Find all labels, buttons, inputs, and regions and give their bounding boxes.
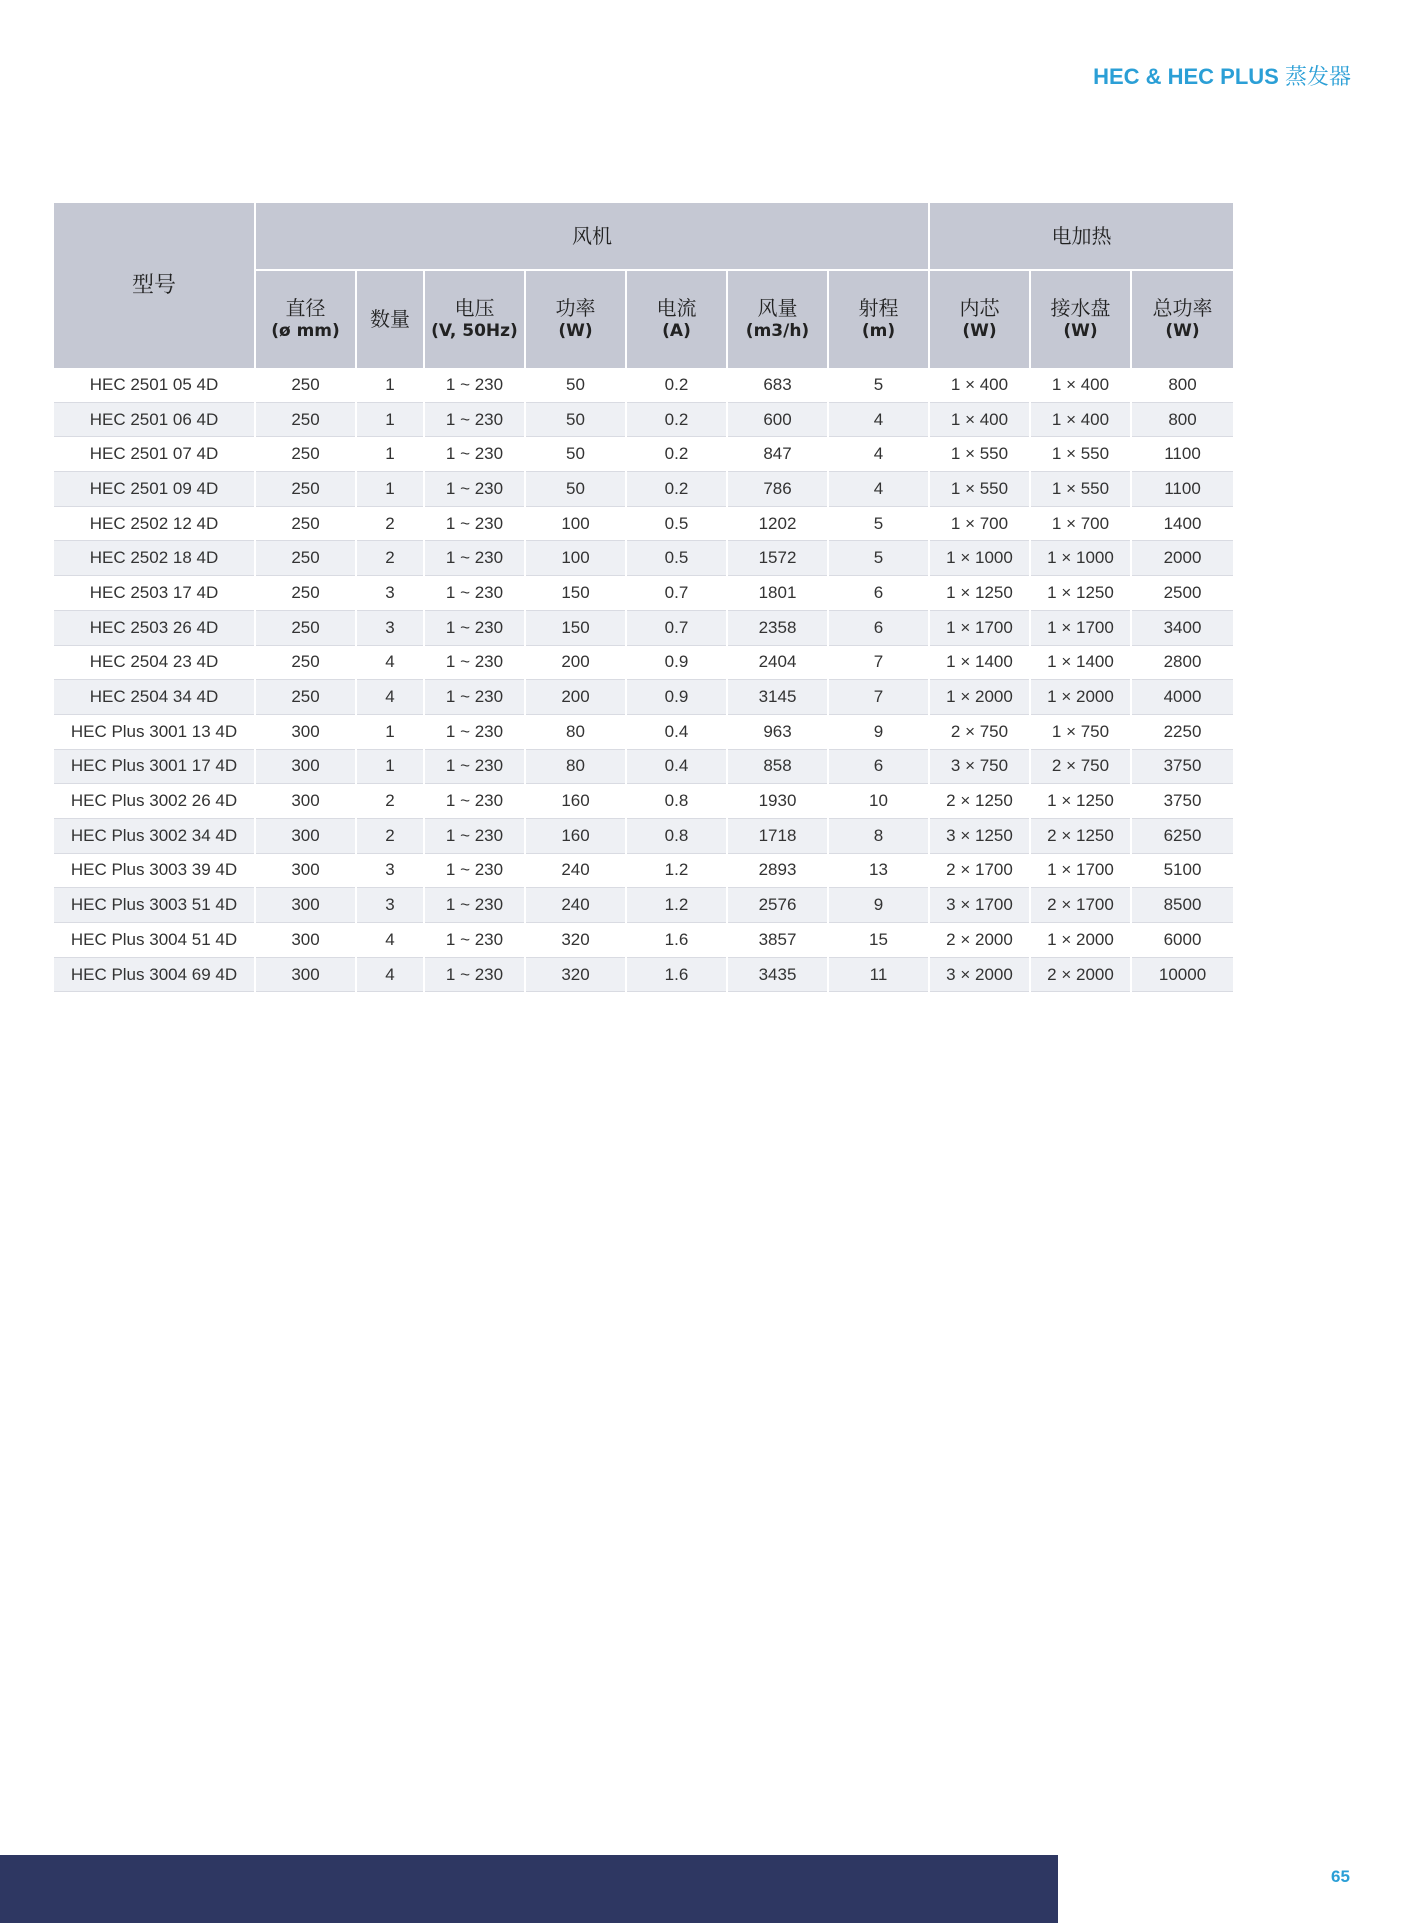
cell-airflow: 3145 (727, 680, 828, 715)
cell-diameter: 300 (255, 888, 356, 923)
cell-voltage: 1 ~ 230 (424, 957, 525, 992)
cell-diameter: 300 (255, 714, 356, 749)
table-row (54, 437, 1234, 472)
table-row (54, 541, 1234, 576)
cell-core-heater: 2 × 1250 (929, 784, 1030, 819)
table-row (54, 818, 1234, 853)
table-row (54, 645, 1234, 680)
cell-core-heater: 1 × 1250 (929, 576, 1030, 611)
col-header-unit: (m) (861, 321, 896, 342)
cell-quantity: 1 (356, 368, 424, 402)
col-header-label: 电流 (656, 296, 697, 321)
cell-current: 0.2 (626, 402, 727, 437)
cell-total-power: 8500 (1131, 888, 1234, 923)
cell-power: 200 (525, 680, 626, 715)
cell-total-power: 3750 (1131, 749, 1234, 784)
cell-quantity: 1 (356, 714, 424, 749)
header-brand: HEC & HEC PLUS (1093, 64, 1279, 89)
cell-drip-tray-heater: 1 × 1250 (1030, 784, 1131, 819)
model-cell: HEC 2501 07 4D (54, 437, 255, 472)
cell-current: 0.7 (626, 576, 727, 611)
cell-drip-tray-heater: 1 × 700 (1030, 506, 1131, 541)
cell-total-power: 10000 (1131, 957, 1234, 992)
cell-drip-tray-heater: 1 × 550 (1030, 472, 1131, 507)
col-header-current (626, 270, 727, 368)
cell-power: 80 (525, 714, 626, 749)
cell-quantity: 4 (356, 645, 424, 680)
cell-throw: 6 (828, 576, 929, 611)
cell-voltage: 1 ~ 230 (424, 749, 525, 784)
cell-core-heater: 1 × 400 (929, 368, 1030, 402)
cell-throw: 10 (828, 784, 929, 819)
cell-quantity: 1 (356, 402, 424, 437)
cell-diameter: 250 (255, 541, 356, 576)
table-row (54, 576, 1234, 611)
col-header-unit: (W) (1165, 321, 1200, 342)
cell-voltage: 1 ~ 230 (424, 714, 525, 749)
cell-voltage: 1 ~ 230 (424, 645, 525, 680)
cell-quantity: 4 (356, 923, 424, 958)
col-header-label: 风量 (757, 296, 798, 321)
cell-throw: 5 (828, 541, 929, 576)
table-row (54, 784, 1234, 819)
model-cell: HEC Plus 3001 17 4D (54, 749, 255, 784)
cell-current: 1.2 (626, 888, 727, 923)
cell-airflow: 963 (727, 714, 828, 749)
model-cell: HEC Plus 3003 39 4D (54, 853, 255, 888)
cell-total-power: 2000 (1131, 541, 1234, 576)
cell-voltage: 1 ~ 230 (424, 923, 525, 958)
page-number: 65 (1331, 1867, 1350, 1886)
cell-drip-tray-heater: 1 × 1000 (1030, 541, 1131, 576)
cell-airflow: 847 (727, 437, 828, 472)
cell-total-power: 800 (1131, 368, 1234, 402)
cell-core-heater: 3 × 1700 (929, 888, 1030, 923)
cell-airflow: 858 (727, 749, 828, 784)
cell-power: 240 (525, 853, 626, 888)
cell-power: 200 (525, 645, 626, 680)
col-header-label: 内芯 (959, 296, 1000, 321)
cell-airflow: 1718 (727, 818, 828, 853)
cell-total-power: 1100 (1131, 472, 1234, 507)
cell-quantity: 2 (356, 818, 424, 853)
model-cell: HEC 2504 23 4D (54, 645, 255, 680)
cell-total-power: 3750 (1131, 784, 1234, 819)
col-header-unit: (W) (558, 321, 593, 342)
cell-total-power: 2250 (1131, 714, 1234, 749)
cell-quantity: 2 (356, 541, 424, 576)
cell-core-heater: 2 × 2000 (929, 923, 1030, 958)
cell-total-power: 3400 (1131, 610, 1234, 645)
cell-diameter: 250 (255, 506, 356, 541)
heater-group-header: 电加热 (929, 203, 1234, 270)
cell-current: 1.6 (626, 957, 727, 992)
cell-voltage: 1 ~ 230 (424, 888, 525, 923)
col-header-unit: (A) (662, 321, 691, 342)
model-header: 型号 (54, 203, 255, 368)
model-cell: HEC Plus 3002 26 4D (54, 784, 255, 819)
col-header-throw (828, 270, 929, 368)
cell-drip-tray-heater: 1 × 1400 (1030, 645, 1131, 680)
cell-diameter: 250 (255, 680, 356, 715)
model-cell: HEC Plus 3004 51 4D (54, 923, 255, 958)
cell-core-heater: 3 × 750 (929, 749, 1030, 784)
col-header-label: 总功率 (1152, 296, 1213, 321)
cell-power: 50 (525, 402, 626, 437)
cell-current: 1.6 (626, 923, 727, 958)
table-row (54, 853, 1234, 888)
header-title (1093, 60, 1351, 91)
col-header-voltage (424, 270, 525, 368)
cell-total-power: 5100 (1131, 853, 1234, 888)
cell-airflow: 2893 (727, 853, 828, 888)
cell-power: 50 (525, 437, 626, 472)
col-header-unit: (W) (962, 321, 997, 342)
cell-current: 0.8 (626, 818, 727, 853)
cell-core-heater: 3 × 2000 (929, 957, 1030, 992)
cell-diameter: 250 (255, 472, 356, 507)
cell-airflow: 1930 (727, 784, 828, 819)
cell-core-heater: 1 × 400 (929, 402, 1030, 437)
cell-diameter: 250 (255, 610, 356, 645)
table-row (54, 749, 1234, 784)
header-group-row (54, 203, 1234, 270)
col-header-power (525, 270, 626, 368)
cell-diameter: 300 (255, 818, 356, 853)
model-cell: HEC Plus 3002 34 4D (54, 818, 255, 853)
cell-total-power: 2500 (1131, 576, 1234, 611)
cell-total-power: 1100 (1131, 437, 1234, 472)
cell-drip-tray-heater: 1 × 2000 (1030, 680, 1131, 715)
cell-airflow: 600 (727, 402, 828, 437)
cell-core-heater: 1 × 700 (929, 506, 1030, 541)
model-cell: HEC 2503 26 4D (54, 610, 255, 645)
cell-quantity: 1 (356, 437, 424, 472)
cell-drip-tray-heater: 2 × 1700 (1030, 888, 1131, 923)
cell-power: 100 (525, 506, 626, 541)
table-row (54, 680, 1234, 715)
cell-airflow: 2576 (727, 888, 828, 923)
cell-drip-tray-heater: 2 × 2000 (1030, 957, 1131, 992)
cell-current: 0.5 (626, 506, 727, 541)
cell-core-heater: 1 × 1400 (929, 645, 1030, 680)
cell-throw: 7 (828, 680, 929, 715)
table-row (54, 506, 1234, 541)
cell-total-power: 800 (1131, 402, 1234, 437)
cell-throw: 15 (828, 923, 929, 958)
cell-voltage: 1 ~ 230 (424, 472, 525, 507)
cell-throw: 7 (828, 645, 929, 680)
cell-throw: 4 (828, 472, 929, 507)
table-row (54, 402, 1234, 437)
cell-power: 50 (525, 368, 626, 402)
cell-power: 240 (525, 888, 626, 923)
model-cell: HEC 2502 12 4D (54, 506, 255, 541)
cell-power: 100 (525, 541, 626, 576)
cell-quantity: 3 (356, 610, 424, 645)
cell-quantity: 4 (356, 680, 424, 715)
cell-airflow: 1801 (727, 576, 828, 611)
cell-current: 0.8 (626, 784, 727, 819)
cell-core-heater: 3 × 1250 (929, 818, 1030, 853)
cell-core-heater: 1 × 550 (929, 472, 1030, 507)
cell-voltage: 1 ~ 230 (424, 368, 525, 402)
col-header-core-heater (929, 270, 1030, 368)
cell-diameter: 250 (255, 576, 356, 611)
cell-diameter: 250 (255, 437, 356, 472)
cell-airflow: 786 (727, 472, 828, 507)
cell-core-heater: 1 × 1000 (929, 541, 1030, 576)
cell-throw: 13 (828, 853, 929, 888)
cell-total-power: 6250 (1131, 818, 1234, 853)
col-header-unit: (V, 50Hz) (431, 321, 518, 342)
cell-diameter: 300 (255, 749, 356, 784)
cell-airflow: 2358 (727, 610, 828, 645)
table-row (54, 368, 1234, 402)
cell-power: 160 (525, 818, 626, 853)
cell-voltage: 1 ~ 230 (424, 784, 525, 819)
cell-voltage: 1 ~ 230 (424, 437, 525, 472)
cell-current: 0.2 (626, 368, 727, 402)
cell-voltage: 1 ~ 230 (424, 818, 525, 853)
col-header-label: 接水盘 (1050, 296, 1111, 321)
cell-core-heater: 2 × 750 (929, 714, 1030, 749)
col-header-quantity (356, 270, 424, 368)
cell-airflow: 3857 (727, 923, 828, 958)
col-header-drip-tray-heater (1030, 270, 1131, 368)
cell-airflow: 683 (727, 368, 828, 402)
col-header-label: 功率 (555, 296, 596, 321)
cell-diameter: 300 (255, 923, 356, 958)
cell-throw: 9 (828, 888, 929, 923)
cell-current: 0.4 (626, 714, 727, 749)
cell-quantity: 3 (356, 853, 424, 888)
cell-power: 160 (525, 784, 626, 819)
col-header-label: 电压 (454, 296, 495, 321)
model-cell: HEC 2501 05 4D (54, 368, 255, 402)
cell-voltage: 1 ~ 230 (424, 610, 525, 645)
cell-power: 320 (525, 923, 626, 958)
cell-drip-tray-heater: 2 × 750 (1030, 749, 1131, 784)
model-cell: HEC 2502 18 4D (54, 541, 255, 576)
cell-current: 0.2 (626, 437, 727, 472)
model-cell: HEC 2503 17 4D (54, 576, 255, 611)
cell-current: 0.9 (626, 645, 727, 680)
cell-throw: 5 (828, 368, 929, 402)
col-header-total-power (1131, 270, 1234, 368)
cell-core-heater: 1 × 550 (929, 437, 1030, 472)
cell-drip-tray-heater: 1 × 550 (1030, 437, 1131, 472)
cell-drip-tray-heater: 1 × 2000 (1030, 923, 1131, 958)
table-row (54, 610, 1234, 645)
cell-diameter: 250 (255, 645, 356, 680)
cell-total-power: 1400 (1131, 506, 1234, 541)
spec-table (54, 203, 1235, 992)
cell-airflow: 1572 (727, 541, 828, 576)
cell-diameter: 300 (255, 853, 356, 888)
cell-power: 320 (525, 957, 626, 992)
col-header-diameter (255, 270, 356, 368)
cell-core-heater: 1 × 1700 (929, 610, 1030, 645)
cell-current: 0.5 (626, 541, 727, 576)
cell-airflow: 1202 (727, 506, 828, 541)
cell-voltage: 1 ~ 230 (424, 506, 525, 541)
cell-quantity: 1 (356, 749, 424, 784)
model-cell: HEC Plus 3004 69 4D (54, 957, 255, 992)
table-row (54, 957, 1234, 992)
col-header-label: 数量 (370, 307, 410, 331)
cell-throw: 5 (828, 506, 929, 541)
cell-quantity: 3 (356, 576, 424, 611)
cell-quantity: 1 (356, 472, 424, 507)
cell-drip-tray-heater: 2 × 1250 (1030, 818, 1131, 853)
model-cell: HEC 2504 34 4D (54, 680, 255, 715)
cell-drip-tray-heater: 1 × 750 (1030, 714, 1131, 749)
cell-drip-tray-heater: 1 × 1700 (1030, 853, 1131, 888)
model-cell: HEC 2501 09 4D (54, 472, 255, 507)
model-cell: HEC Plus 3001 13 4D (54, 714, 255, 749)
cell-quantity: 3 (356, 888, 424, 923)
table-body (54, 368, 1234, 992)
cell-quantity: 4 (356, 957, 424, 992)
cell-throw: 11 (828, 957, 929, 992)
cell-total-power: 4000 (1131, 680, 1234, 715)
cell-throw: 6 (828, 749, 929, 784)
cell-quantity: 2 (356, 506, 424, 541)
cell-diameter: 300 (255, 784, 356, 819)
fan-group-header: 风机 (255, 203, 929, 270)
col-header-label: 射程 (858, 296, 899, 321)
cell-total-power: 2800 (1131, 645, 1234, 680)
cell-voltage: 1 ~ 230 (424, 541, 525, 576)
cell-current: 0.2 (626, 472, 727, 507)
model-cell: HEC 2501 06 4D (54, 402, 255, 437)
cell-current: 0.9 (626, 680, 727, 715)
cell-power: 150 (525, 610, 626, 645)
cell-drip-tray-heater: 1 × 400 (1030, 402, 1131, 437)
cell-power: 80 (525, 749, 626, 784)
col-header-unit: (m3/h) (745, 321, 810, 342)
col-header-label: 直径 (285, 296, 326, 321)
cell-throw: 9 (828, 714, 929, 749)
cell-drip-tray-heater: 1 × 400 (1030, 368, 1131, 402)
cell-total-power: 6000 (1131, 923, 1234, 958)
cell-current: 0.7 (626, 610, 727, 645)
cell-airflow: 3435 (727, 957, 828, 992)
cell-current: 1.2 (626, 853, 727, 888)
cell-power: 150 (525, 576, 626, 611)
cell-diameter: 250 (255, 368, 356, 402)
cell-quantity: 2 (356, 784, 424, 819)
cell-throw: 8 (828, 818, 929, 853)
header-title-cn: 蒸发器 (1284, 65, 1351, 90)
cell-drip-tray-heater: 1 × 1250 (1030, 576, 1131, 611)
cell-airflow: 2404 (727, 645, 828, 680)
footer-bar (0, 1855, 1058, 1923)
cell-voltage: 1 ~ 230 (424, 853, 525, 888)
cell-voltage: 1 ~ 230 (424, 576, 525, 611)
cell-diameter: 300 (255, 957, 356, 992)
cell-voltage: 1 ~ 230 (424, 680, 525, 715)
table-row (54, 923, 1234, 958)
cell-voltage: 1 ~ 230 (424, 402, 525, 437)
model-cell: HEC Plus 3003 51 4D (54, 888, 255, 923)
cell-throw: 6 (828, 610, 929, 645)
cell-diameter: 250 (255, 402, 356, 437)
col-header-unit: (ø mm) (271, 321, 340, 342)
cell-core-heater: 1 × 2000 (929, 680, 1030, 715)
table-row (54, 888, 1234, 923)
table-row (54, 714, 1234, 749)
col-header-unit: (W) (1063, 321, 1098, 342)
cell-current: 0.4 (626, 749, 727, 784)
cell-core-heater: 2 × 1700 (929, 853, 1030, 888)
cell-drip-tray-heater: 1 × 1700 (1030, 610, 1131, 645)
table-row (54, 472, 1234, 507)
cell-power: 50 (525, 472, 626, 507)
col-header-airflow (727, 270, 828, 368)
cell-throw: 4 (828, 437, 929, 472)
cell-throw: 4 (828, 402, 929, 437)
